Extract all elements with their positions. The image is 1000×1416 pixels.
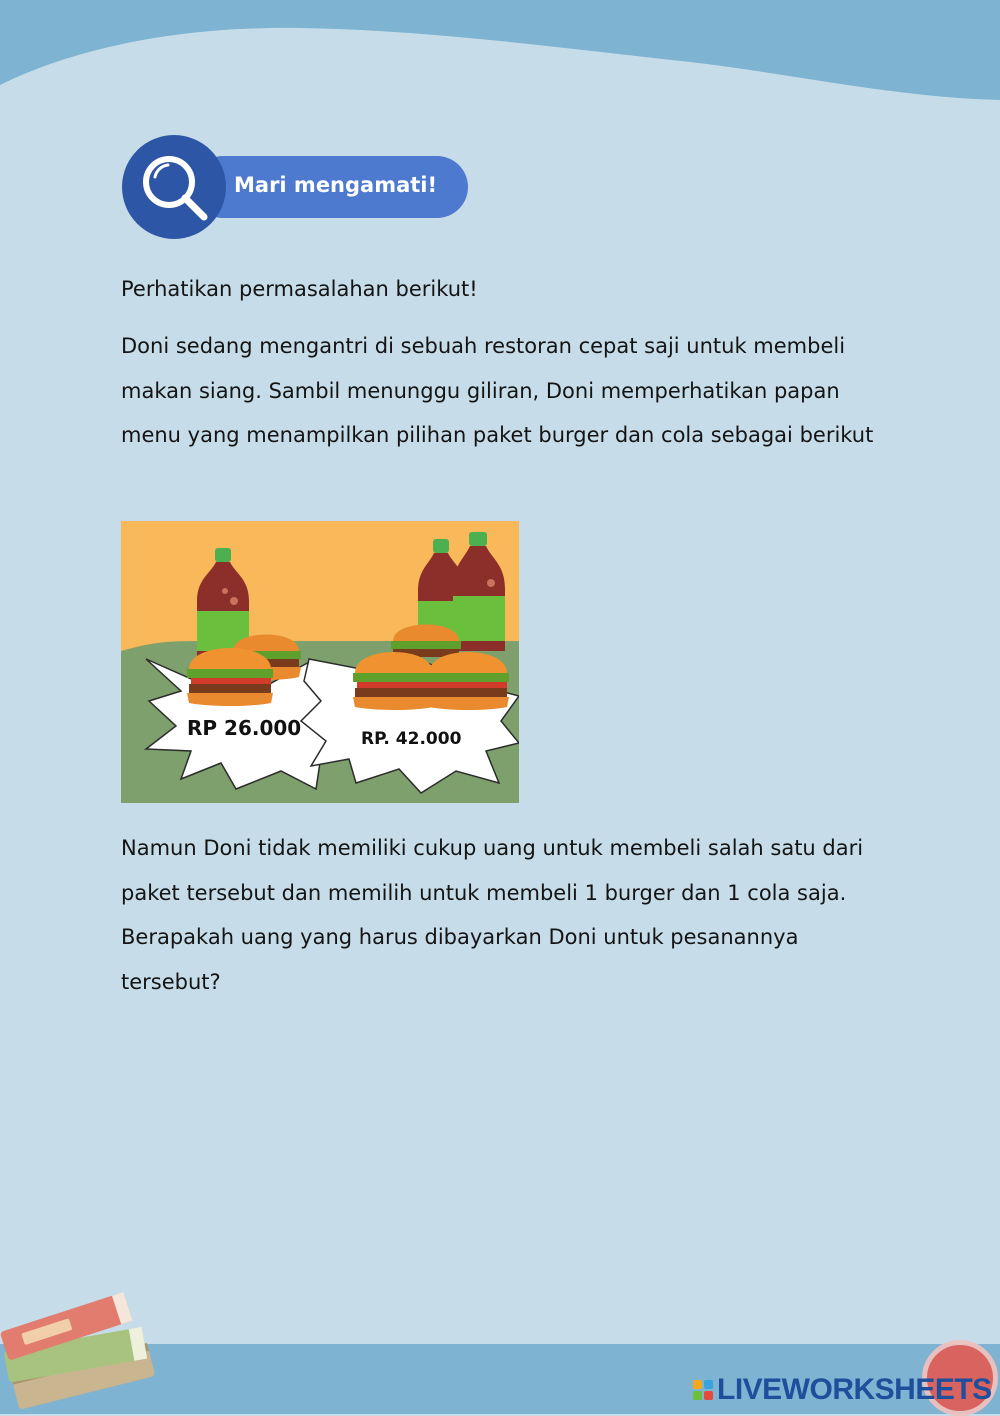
badge-label: Mari mengamati! xyxy=(234,173,438,197)
story-text: Doni sedang mengantri di sebuah restoran cepat saji untuk membeli makan siang. Sambil menunggu giliran, Doni memperhatikan papan menu yang menampilkan pilihan paket burger dan cola sebagai berikut xyxy=(121,334,874,447)
top-wave-decoration xyxy=(0,0,1000,140)
books-stack-decoration xyxy=(0,1282,170,1414)
burger-icon xyxy=(353,652,435,710)
badge-circle xyxy=(122,135,226,239)
section-badge xyxy=(122,135,472,240)
brand-text: LIVEWORKSHEETS xyxy=(717,1373,992,1406)
brand-mark-icon xyxy=(693,1380,713,1400)
burger-icon xyxy=(427,652,509,710)
package-1-price: RP 26.000 xyxy=(187,716,302,740)
question-text: Namun Doni tidak memiliki cukup uang untuk membeli salah satu dari paket tersebut dan memilih untuk membeli 1 burger dan 1 cola saja. Berapakah uang yang harus dibayarkan Doni untuk pesanannya tersebut? xyxy=(121,836,864,994)
brand-logo xyxy=(693,1372,992,1408)
intro-text: Perhatikan permasalahan berikut! xyxy=(121,277,478,301)
menu-board-image xyxy=(121,521,519,803)
burger-icon xyxy=(187,648,273,706)
package-2-price: RP. 42.000 xyxy=(361,729,462,749)
magnifier-icon xyxy=(122,135,226,239)
